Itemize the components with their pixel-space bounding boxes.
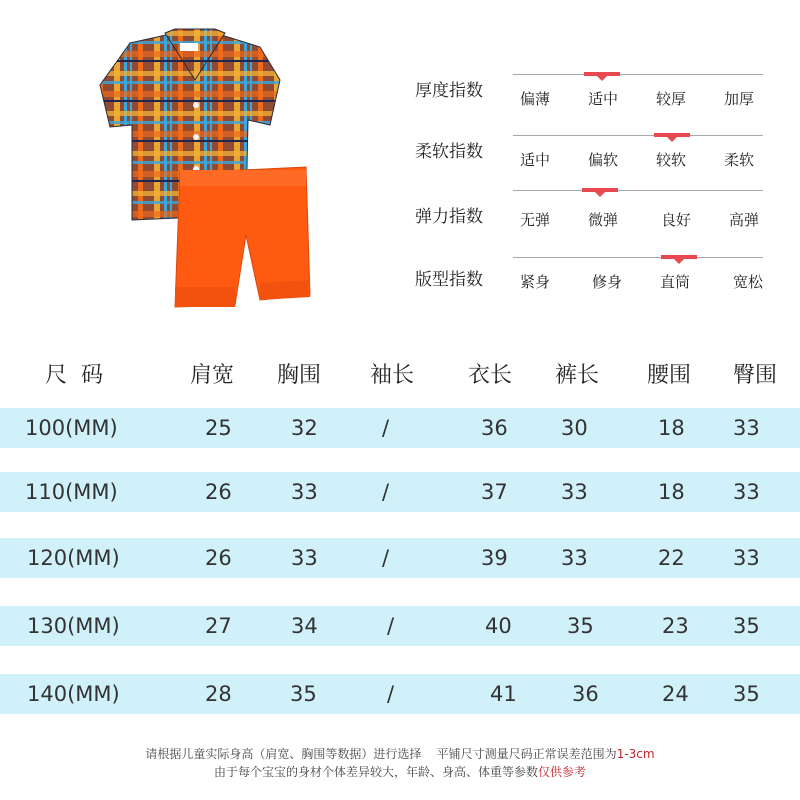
note-text: 请根据儿童实际身高（肩宽、胸围等数据）进行选择 平铺尺寸测量尺码正常误差范围为 [145,747,617,761]
cell-waist: 23 [662,614,689,638]
table-row [0,538,800,578]
table-row [0,408,800,448]
cell-hip: 35 [733,682,760,706]
cell-pants-length: 35 [567,614,594,638]
index-label: 柔软指数 [415,142,483,162]
cell-waist: 22 [658,546,685,570]
cell-sleeve: / [382,480,390,504]
cell-size: 120(MM) [27,546,120,570]
index-option: 微弹 [588,211,619,229]
index-option: 偏软 [588,151,619,169]
index-option: 偏薄 [520,90,551,108]
selected-marker-icon [584,72,620,76]
header-sleeve: 袖长 [370,363,415,388]
cell-length: 40 [485,614,512,638]
note-highlight: 1-3cm [616,747,655,761]
brand-tag [180,43,198,51]
index-track [513,257,763,258]
cell-sleeve: / [387,682,395,706]
header-chest: 胸围 [277,363,322,388]
note-highlight: 仅供参考 [538,765,587,779]
note-line-2 [0,763,800,780]
cell-pants-length: 33 [561,480,588,504]
index-option: 较厚 [656,90,687,108]
cell-hip: 35 [733,614,760,638]
table-row [0,606,800,646]
index-label: 弹力指数 [415,207,483,227]
header-waist: 腰围 [647,363,692,388]
cell-waist: 18 [658,480,685,504]
index-option: 高弹 [729,211,760,229]
cell-pants-length: 36 [572,682,599,706]
cell-chest: 33 [291,480,318,504]
cell-hip: 33 [733,546,760,570]
table-row [0,472,800,512]
cell-length: 36 [481,416,508,440]
cell-size: 130(MM) [27,614,120,638]
header-shoulder: 肩宽 [190,363,235,388]
cell-length: 39 [481,546,508,570]
cell-chest: 35 [290,682,317,706]
cell-size: 140(MM) [27,682,120,706]
index-option: 良好 [661,211,692,229]
cell-length: 41 [490,682,517,706]
index-option: 紧身 [520,273,551,291]
note-text: 由于每个宝宝的身材个体差异较大，年龄、身高、体重等参数 [213,765,538,779]
cell-sleeve: / [387,614,395,638]
index-option: 加厚 [724,90,755,108]
cell-length: 37 [481,480,508,504]
cell-chest: 32 [291,416,318,440]
cell-waist: 24 [662,682,689,706]
cell-size: 100(MM) [25,416,118,440]
product-image [70,25,320,310]
cell-hip: 33 [733,480,760,504]
cell-waist: 18 [658,416,685,440]
index-option: 适中 [588,90,619,108]
clothing-set-illustration [70,25,320,310]
index-option: 修身 [592,273,623,291]
cell-shoulder: 27 [205,614,232,638]
header-size: 尺 码 [45,363,103,388]
note-line-1 [0,745,800,762]
selected-marker-icon [582,188,618,192]
cell-pants-length: 30 [561,416,588,440]
cell-sleeve: / [382,416,390,440]
index-fit [400,259,780,319]
selected-marker-icon [661,255,697,259]
cell-shoulder: 25 [205,416,232,440]
index-thickness [400,76,780,136]
index-track [513,135,763,136]
size-table-header [0,358,800,392]
index-option: 直筒 [660,273,691,291]
index-option: 柔软 [724,151,755,169]
index-label: 厚度指数 [415,81,483,101]
cell-shoulder: 26 [205,546,232,570]
table-row [0,674,800,714]
cell-size: 110(MM) [25,480,118,504]
index-elasticity [400,192,780,252]
index-track [513,190,763,191]
index-option: 宽松 [733,273,764,291]
selected-marker-icon [654,133,690,137]
cell-chest: 33 [291,546,318,570]
header-length: 衣长 [468,363,513,388]
header-hip: 臀围 [733,363,778,388]
index-track [513,74,763,75]
header-pants-length: 裤长 [555,363,600,388]
index-option: 适中 [520,151,551,169]
index-option: 较软 [656,151,687,169]
cell-shoulder: 28 [205,682,232,706]
index-label: 版型指数 [415,270,483,290]
cell-chest: 34 [291,614,318,638]
index-option: 无弹 [520,211,551,229]
cell-shoulder: 26 [205,480,232,504]
cell-sleeve: / [382,546,390,570]
cell-hip: 33 [733,416,760,440]
cell-pants-length: 33 [561,546,588,570]
